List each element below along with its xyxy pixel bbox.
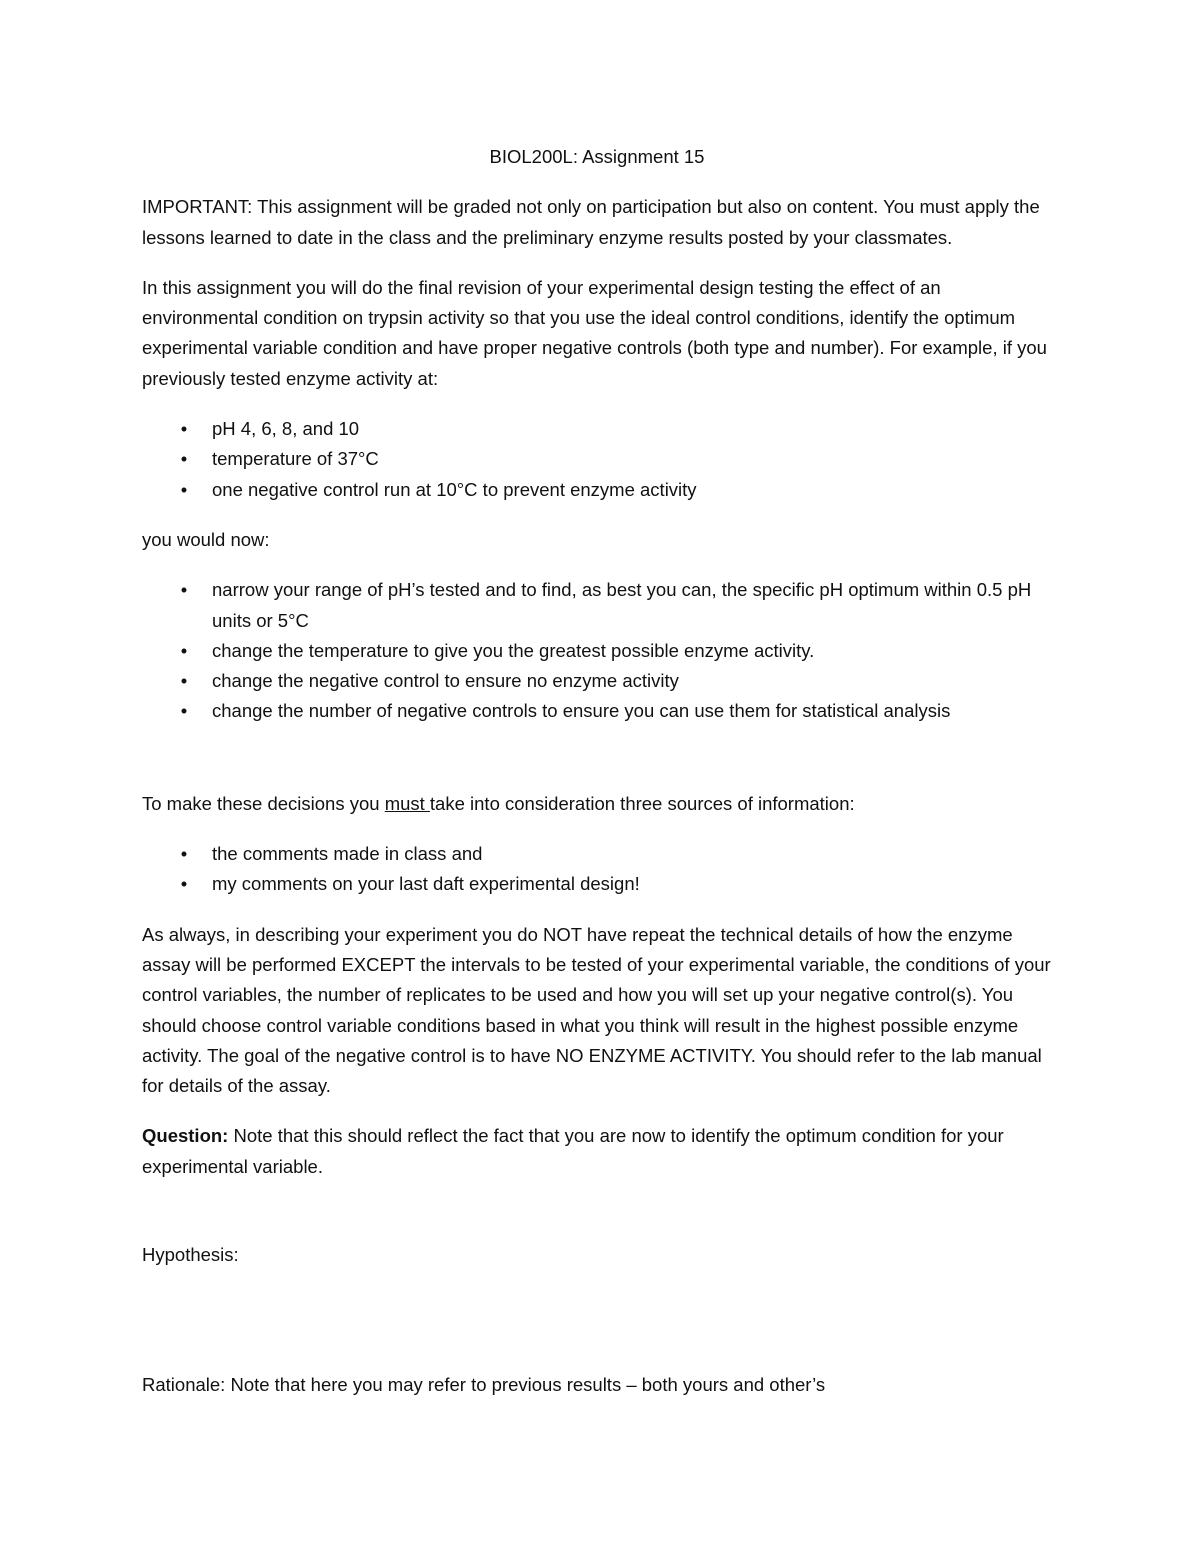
information-sources-list — [142, 839, 1052, 900]
bullet-icon: • — [180, 448, 188, 470]
bullet-icon: • — [180, 579, 188, 601]
list-item: • narrow your range of pH’s tested and to find, as best you can, the specific pH optimum within 0.5 pH units or 5°C — [142, 575, 1052, 636]
page-title: BIOL200L: Assignment 15 — [489, 146, 705, 167]
list-item: • my comments on your last daft experimental design! — [142, 869, 1052, 899]
as-always-paragraph: As always, in describing your experiment you do NOT have repeat the technical details of how the enzyme assay will be performed EXCEPT the intervals to be tested of your experimental variable, the conditions of your control variables, the number of replicates to be used and how you will set up your negative control(s). You should choose control variable conditions based in what you think will result in the highest possible enzyme activity. The goal of the negative control is to have NO ENZYME ACTIVITY. You should refer to the lab manual for details of the assay. — [142, 923, 1051, 1097]
question-label: Question: — [142, 1125, 229, 1147]
list-item: • pH 4, 6, 8, and 10 — [142, 414, 1052, 444]
list-item: • the comments made in class and — [142, 839, 1052, 869]
blank-line — [142, 1290, 1052, 1332]
bullet-icon: • — [180, 639, 188, 661]
intro-paragraph: In this assignment you will do the final revision of your experimental design testing the effect of an environmental condition on trypsin activity so that you use the ideal control conditions, identify the optimum experimental variable condition and have proper negative controls (both type and number). For example, if you previously tested enzyme activity at: — [142, 276, 1047, 389]
important-paragraph: IMPORTANT: This assignment will be graded not only on participation but also on content. You must apply the lessons learned to date in the class and the preliminary enzyme results posted by your classmates. — [142, 196, 1040, 248]
previous-conditions-list — [142, 414, 1052, 505]
list-item: • one negative control run at 10°C to prevent enzyme activity — [142, 475, 1052, 505]
rationale-paragraph: Rationale: Note that here you may refer to previous results – both yours and other’s — [142, 1374, 826, 1396]
hypothesis-label: Hypothesis: — [142, 1244, 239, 1266]
blank-line — [142, 747, 1052, 789]
decisions-paragraph: To make these decisions you must take into consideration three sources of information: — [142, 792, 855, 814]
blank-line — [142, 1202, 1052, 1240]
bullet-icon: • — [180, 418, 188, 440]
must-underlined-text: must — [384, 792, 430, 814]
document-content — [142, 142, 1052, 1421]
blank-line — [142, 1332, 1052, 1370]
list-item: • change the number of negative controls to ensure you can use them for statistical analysis — [142, 696, 1052, 726]
you-would-now-text: you would now: — [142, 528, 270, 550]
list-item: • change the temperature to give you the greatest possible enzyme activity. — [142, 636, 1052, 666]
bullet-icon: • — [180, 700, 188, 722]
bullet-icon: • — [180, 873, 188, 895]
rationale-label: Rationale: — [142, 1374, 226, 1396]
bullet-icon: • — [180, 843, 188, 865]
question-paragraph: Question: Note that this should reflect the fact that you are now to identify the optimum condition for your experimental variable. — [142, 1125, 1004, 1177]
now-actions-list — [142, 575, 1052, 726]
list-item: • temperature of 37°C — [142, 444, 1052, 474]
bullet-icon: • — [180, 478, 188, 500]
bullet-icon: • — [180, 670, 188, 692]
list-item: • change the negative control to ensure no enzyme activity — [142, 666, 1052, 696]
